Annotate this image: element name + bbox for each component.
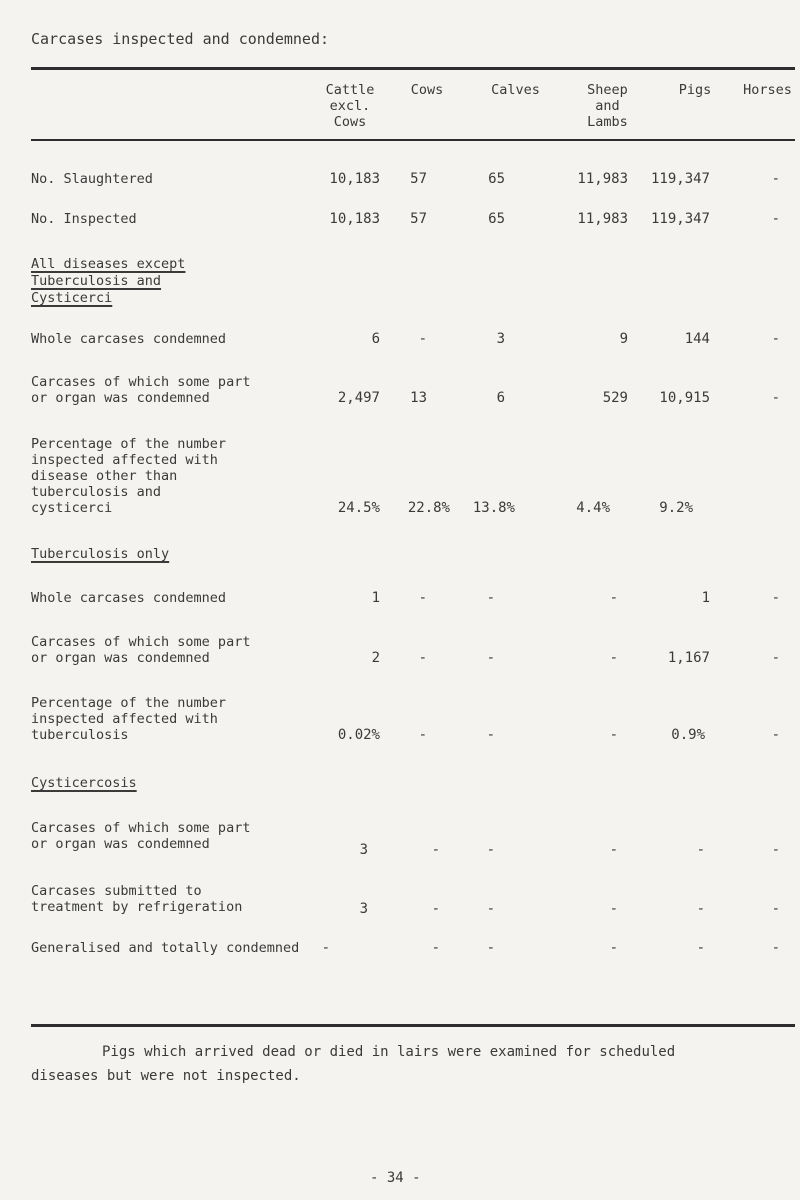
cell-all-pct-cattle: 24.5% — [337, 500, 380, 516]
cell-cy-general-horses: - — [771, 940, 780, 956]
cell-all-part-pigs: 10,915 — [659, 390, 710, 406]
section-heading-all-diseases: All diseases except Tuberculosis and Cysticerci — [31, 256, 186, 306]
section-heading-tuberculosis: Tuberculosis only — [31, 546, 170, 562]
cell-tb-whole-pigs: 1 — [701, 590, 710, 606]
row-label-tb-whole: Whole carcases condemned — [31, 590, 227, 606]
row-label-inspected: No. Inspected — [31, 211, 137, 227]
row-label-cy-part: Carcases of which some part or organ was condemned — [31, 820, 251, 852]
cell-tb-whole-cattle: 1 — [371, 590, 380, 606]
cell-cy-general-cows: - — [431, 940, 440, 956]
row-label-slaughtered: No. Slaughtered — [31, 171, 153, 187]
cell-cy-part-sheep: - — [609, 842, 618, 858]
cell-all-whole-cattle: 6 — [371, 331, 380, 347]
cell-tb-pct-pigs: 0.9% — [671, 727, 705, 743]
cell-cy-refrig-cattle: 3 — [359, 901, 368, 917]
cell-all-pct-sheep: 4.4% — [576, 500, 610, 516]
cell-all-pct-calves: 13.8% — [472, 500, 515, 516]
cell-cy-part-pigs: - — [696, 842, 705, 858]
cell-cy-refrig-cows: - — [431, 901, 440, 917]
row-label-cy-refrig: Carcases submitted to treatment by refrigeration — [31, 883, 243, 915]
cell-tb-pct-cattle: 0.02% — [337, 727, 380, 743]
cell-all-whole-pigs: 144 — [684, 331, 710, 347]
cell-all-whole-cows: - — [418, 331, 427, 347]
table-top-rule — [31, 67, 795, 70]
cell-all-part-cows: 13 — [410, 390, 427, 406]
cell-inspected-pigs: 119,347 — [650, 211, 710, 227]
section-heading-cysticercosis: Cysticercosis — [31, 775, 137, 791]
cell-cy-part-calves: - — [486, 842, 495, 858]
cell-slaughtered-sheep: 11,983 — [577, 171, 628, 187]
cell-all-pct-pigs: 9.2% — [659, 500, 693, 516]
row-label-tb-pct: Percentage of the number inspected affected with tuberculosis — [31, 695, 227, 743]
cell-tb-pct-cows: - — [418, 727, 427, 743]
column-header-calves: Calves — [491, 82, 540, 98]
cell-tb-part-pigs: 1,167 — [667, 650, 710, 666]
cell-inspected-cows: 57 — [410, 211, 427, 227]
cell-all-part-cattle: 2,497 — [337, 390, 380, 406]
cell-tb-part-cattle: 2 — [371, 650, 380, 666]
cell-slaughtered-horses: - — [771, 171, 780, 187]
page-title: Carcases inspected and condemned: — [31, 30, 330, 48]
cell-cy-refrig-horses: - — [771, 901, 780, 917]
cell-tb-part-cows: - — [418, 650, 427, 666]
cell-slaughtered-cows: 57 — [410, 171, 427, 187]
cell-all-part-calves: 6 — [496, 390, 505, 406]
page-number: - 34 - — [370, 1170, 421, 1186]
cell-inspected-cattle: 10,183 — [329, 211, 380, 227]
cell-cy-part-cows: - — [431, 842, 440, 858]
column-header-cattle: Cattle excl. Cows — [325, 82, 375, 130]
cell-cy-part-cattle: 3 — [359, 842, 368, 858]
footnote: Pigs which arrived dead or died in lairs were examined for scheduled diseases but were not inspected. — [31, 1044, 676, 1084]
cell-tb-whole-calves: - — [486, 590, 495, 606]
cell-all-pct-cows: 22.8% — [407, 500, 450, 516]
cell-cy-refrig-pigs: - — [696, 901, 705, 917]
column-header-sheep: Sheep and Lambs — [587, 82, 628, 130]
cell-tb-whole-sheep: - — [609, 590, 618, 606]
column-header-cows: Cows — [410, 82, 444, 98]
cell-cy-general-sheep: - — [609, 940, 618, 956]
cell-tb-pct-horses: - — [771, 727, 780, 743]
cell-inspected-calves: 65 — [488, 211, 505, 227]
cell-tb-pct-calves: - — [486, 727, 495, 743]
cell-inspected-horses: - — [771, 211, 780, 227]
row-label-cy-general: Generalised and totally condemned — [31, 940, 300, 956]
cell-inspected-sheep: 11,983 — [577, 211, 628, 227]
cell-tb-part-horses: - — [771, 650, 780, 666]
row-label-tb-part: Carcases of which some part or organ was condemned — [31, 634, 251, 666]
table-bottom-rule — [31, 1024, 795, 1027]
cell-tb-pct-sheep: - — [609, 727, 618, 743]
cell-cy-general-cattle: - — [321, 940, 330, 956]
cell-slaughtered-cattle: 10,183 — [329, 171, 380, 187]
cell-slaughtered-calves: 65 — [488, 171, 505, 187]
cell-all-part-sheep: 529 — [602, 390, 628, 406]
header-rule — [31, 139, 795, 141]
cell-all-whole-calves: 3 — [496, 331, 505, 347]
cell-tb-part-sheep: - — [609, 650, 618, 666]
cell-all-whole-horses: - — [771, 331, 780, 347]
row-label-all-whole: Whole carcases condemned — [31, 331, 227, 347]
cell-cy-general-pigs: - — [696, 940, 705, 956]
row-label-all-pct: Percentage of the number inspected affected with disease other than tuberculosis and cysticerci — [31, 436, 227, 516]
cell-cy-general-calves: - — [486, 940, 495, 956]
cell-cy-part-horses: - — [771, 842, 780, 858]
cell-all-part-horses: - — [771, 390, 780, 406]
cell-tb-whole-horses: - — [771, 590, 780, 606]
column-header-pigs: Pigs — [678, 82, 712, 98]
column-header-horses: Horses — [743, 82, 792, 98]
cell-cy-refrig-sheep: - — [609, 901, 618, 917]
cell-all-whole-sheep: 9 — [619, 331, 628, 347]
cell-tb-part-calves: - — [486, 650, 495, 666]
cell-slaughtered-pigs: 119,347 — [650, 171, 710, 187]
row-label-all-part: Carcases of which some part or organ was condemned — [31, 374, 251, 406]
cell-cy-refrig-calves: - — [486, 901, 495, 917]
cell-tb-whole-cows: - — [418, 590, 427, 606]
